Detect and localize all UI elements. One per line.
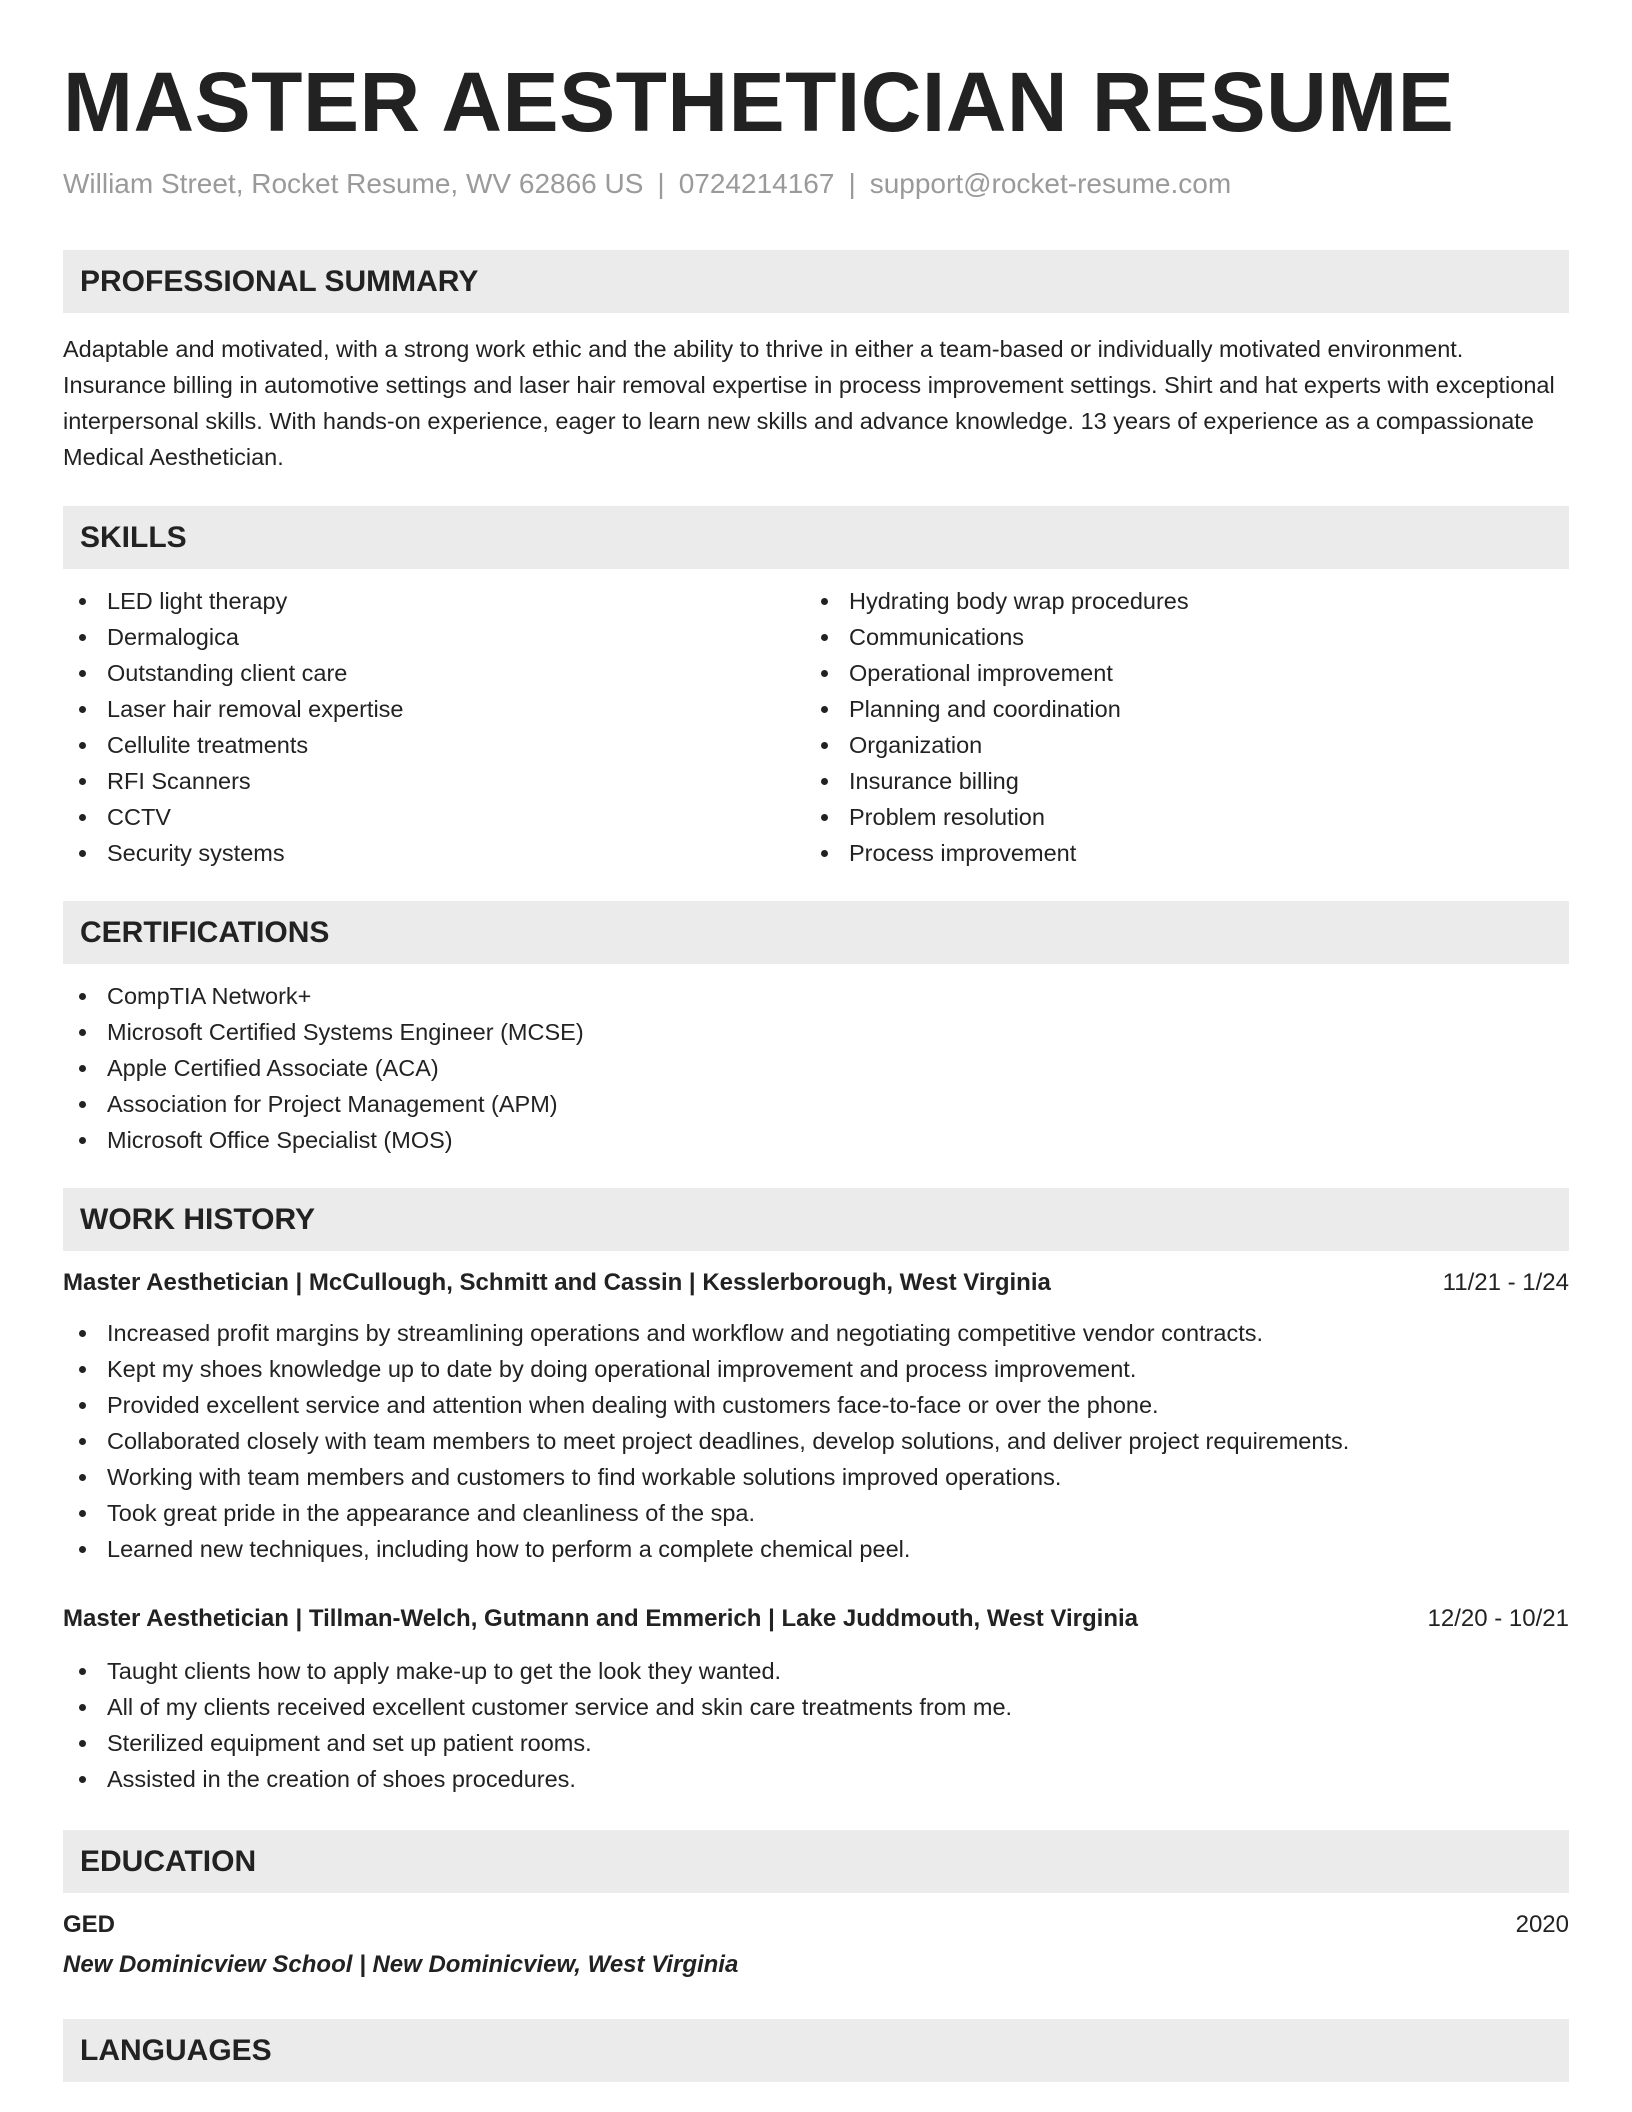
job-heading — [63, 1265, 1569, 1301]
job-title: Master Aesthetician | Tillman-Welch, Gutmann and Emmerich | Lake Juddmouth, West Virginia — [63, 1605, 1138, 1632]
list-item: Planning and coordination — [805, 691, 1569, 727]
contact-separator: | — [657, 168, 665, 199]
list-item: Insurance billing — [805, 763, 1569, 799]
section-header-education: EDUCATION — [63, 1830, 1569, 1893]
list-item: Laser hair removal expertise — [63, 691, 805, 727]
list-item: Process improvement — [805, 835, 1569, 871]
list-item: Kept my shoes knowledge up to date by doing operational improvement and process improvement. — [63, 1351, 1569, 1387]
list-item: Outstanding client care — [63, 655, 805, 691]
list-item: Working with team members and customers to find workable solutions improved operations. — [63, 1459, 1569, 1495]
skills-list — [63, 583, 1569, 871]
education-school: New Dominicview School | New Dominicview, West Virginia — [63, 1951, 739, 1978]
section-header-languages: LANGUAGES — [63, 2019, 1569, 2082]
list-item: CCTV — [63, 799, 805, 835]
list-item: Security systems — [63, 835, 805, 871]
education-year: 2020 — [1515, 1911, 1569, 1938]
education-heading — [63, 1907, 1569, 1943]
skills-column-left — [63, 583, 805, 871]
list-item: Cellulite treatments — [63, 727, 805, 763]
list-item: Took great pride in the appearance and cleanliness of the spa. — [63, 1495, 1569, 1531]
certifications-list — [63, 978, 1569, 1158]
list-item: Organization — [805, 727, 1569, 763]
list-item: LED light therapy — [63, 583, 805, 619]
contact-email[interactable]: support@rocket-resume.com — [869, 168, 1232, 199]
list-item: Microsoft Certified Systems Engineer (MCSE) — [63, 1014, 1569, 1050]
list-item: Communications — [805, 619, 1569, 655]
list-item: RFI Scanners — [63, 763, 805, 799]
list-item: Association for Project Management (APM) — [63, 1086, 1569, 1122]
contact-address: William Street, Rocket Resume, WV 62866 US — [63, 168, 644, 199]
job-bullets — [63, 1315, 1569, 1567]
skills-column-right — [805, 583, 1569, 871]
contact-separator: | — [848, 168, 856, 199]
list-item: Taught clients how to apply make-up to get the look they wanted. — [63, 1653, 1569, 1689]
list-item: Learned new techniques, including how to perform a complete chemical peel. — [63, 1531, 1569, 1567]
list-item: Increased profit margins by streamlining operations and workflow and negotiating competitive vendor contracts. — [63, 1315, 1569, 1351]
list-item: Dermalogica — [63, 619, 805, 655]
job-title: Master Aesthetician | McCullough, Schmitt and Cassin | Kesslerborough, West Virginia — [63, 1269, 1051, 1296]
job-bullets — [63, 1653, 1569, 1797]
list-item: Problem resolution — [805, 799, 1569, 835]
resume-title: MASTER AESTHETICIAN RESUME — [63, 55, 1455, 149]
education-degree: GED — [63, 1911, 116, 1938]
list-item: Apple Certified Associate (ACA) — [63, 1050, 1569, 1086]
list-item: Collaborated closely with team members to meet project deadlines, develop solutions, and deliver project requirements. — [63, 1423, 1569, 1459]
job-heading — [63, 1601, 1569, 1637]
section-header-certifications: CERTIFICATIONS — [63, 901, 1569, 964]
list-item: Assisted in the creation of shoes procedures. — [63, 1761, 1569, 1797]
section-header-summary: PROFESSIONAL SUMMARY — [63, 250, 1569, 313]
job-dates: 12/20 - 10/21 — [1427, 1605, 1569, 1632]
list-item: Sterilized equipment and set up patient rooms. — [63, 1725, 1569, 1761]
summary-text: Adaptable and motivated, with a strong work ethic and the ability to thrive in either a team-based or individually motivated environment. Insurance billing in automotive settings and laser hair removal expertise in process improvement settings. Shirt and hat experts with exceptional interpersonal skills. With hands-on experience, eager to learn new skills and advance knowledge. 13 years of experience as a compassionate Medical Aesthetician. — [63, 336, 1555, 470]
contact-line — [63, 168, 1569, 200]
section-header-work-history: WORK HISTORY — [63, 1188, 1569, 1251]
list-item: All of my clients received excellent customer service and skin care treatments from me. — [63, 1689, 1569, 1725]
section-header-skills: SKILLS — [63, 506, 1569, 569]
list-item: Microsoft Office Specialist (MOS) — [63, 1122, 1569, 1158]
list-item: CompTIA Network+ — [63, 978, 1569, 1014]
job-dates: 11/21 - 1/24 — [1442, 1269, 1569, 1296]
list-item: Provided excellent service and attention when dealing with customers face-to-face or over the phone. — [63, 1387, 1569, 1423]
contact-phone: 0724214167 — [678, 168, 835, 199]
list-item: Operational improvement — [805, 655, 1569, 691]
list-item: Hydrating body wrap procedures — [805, 583, 1569, 619]
